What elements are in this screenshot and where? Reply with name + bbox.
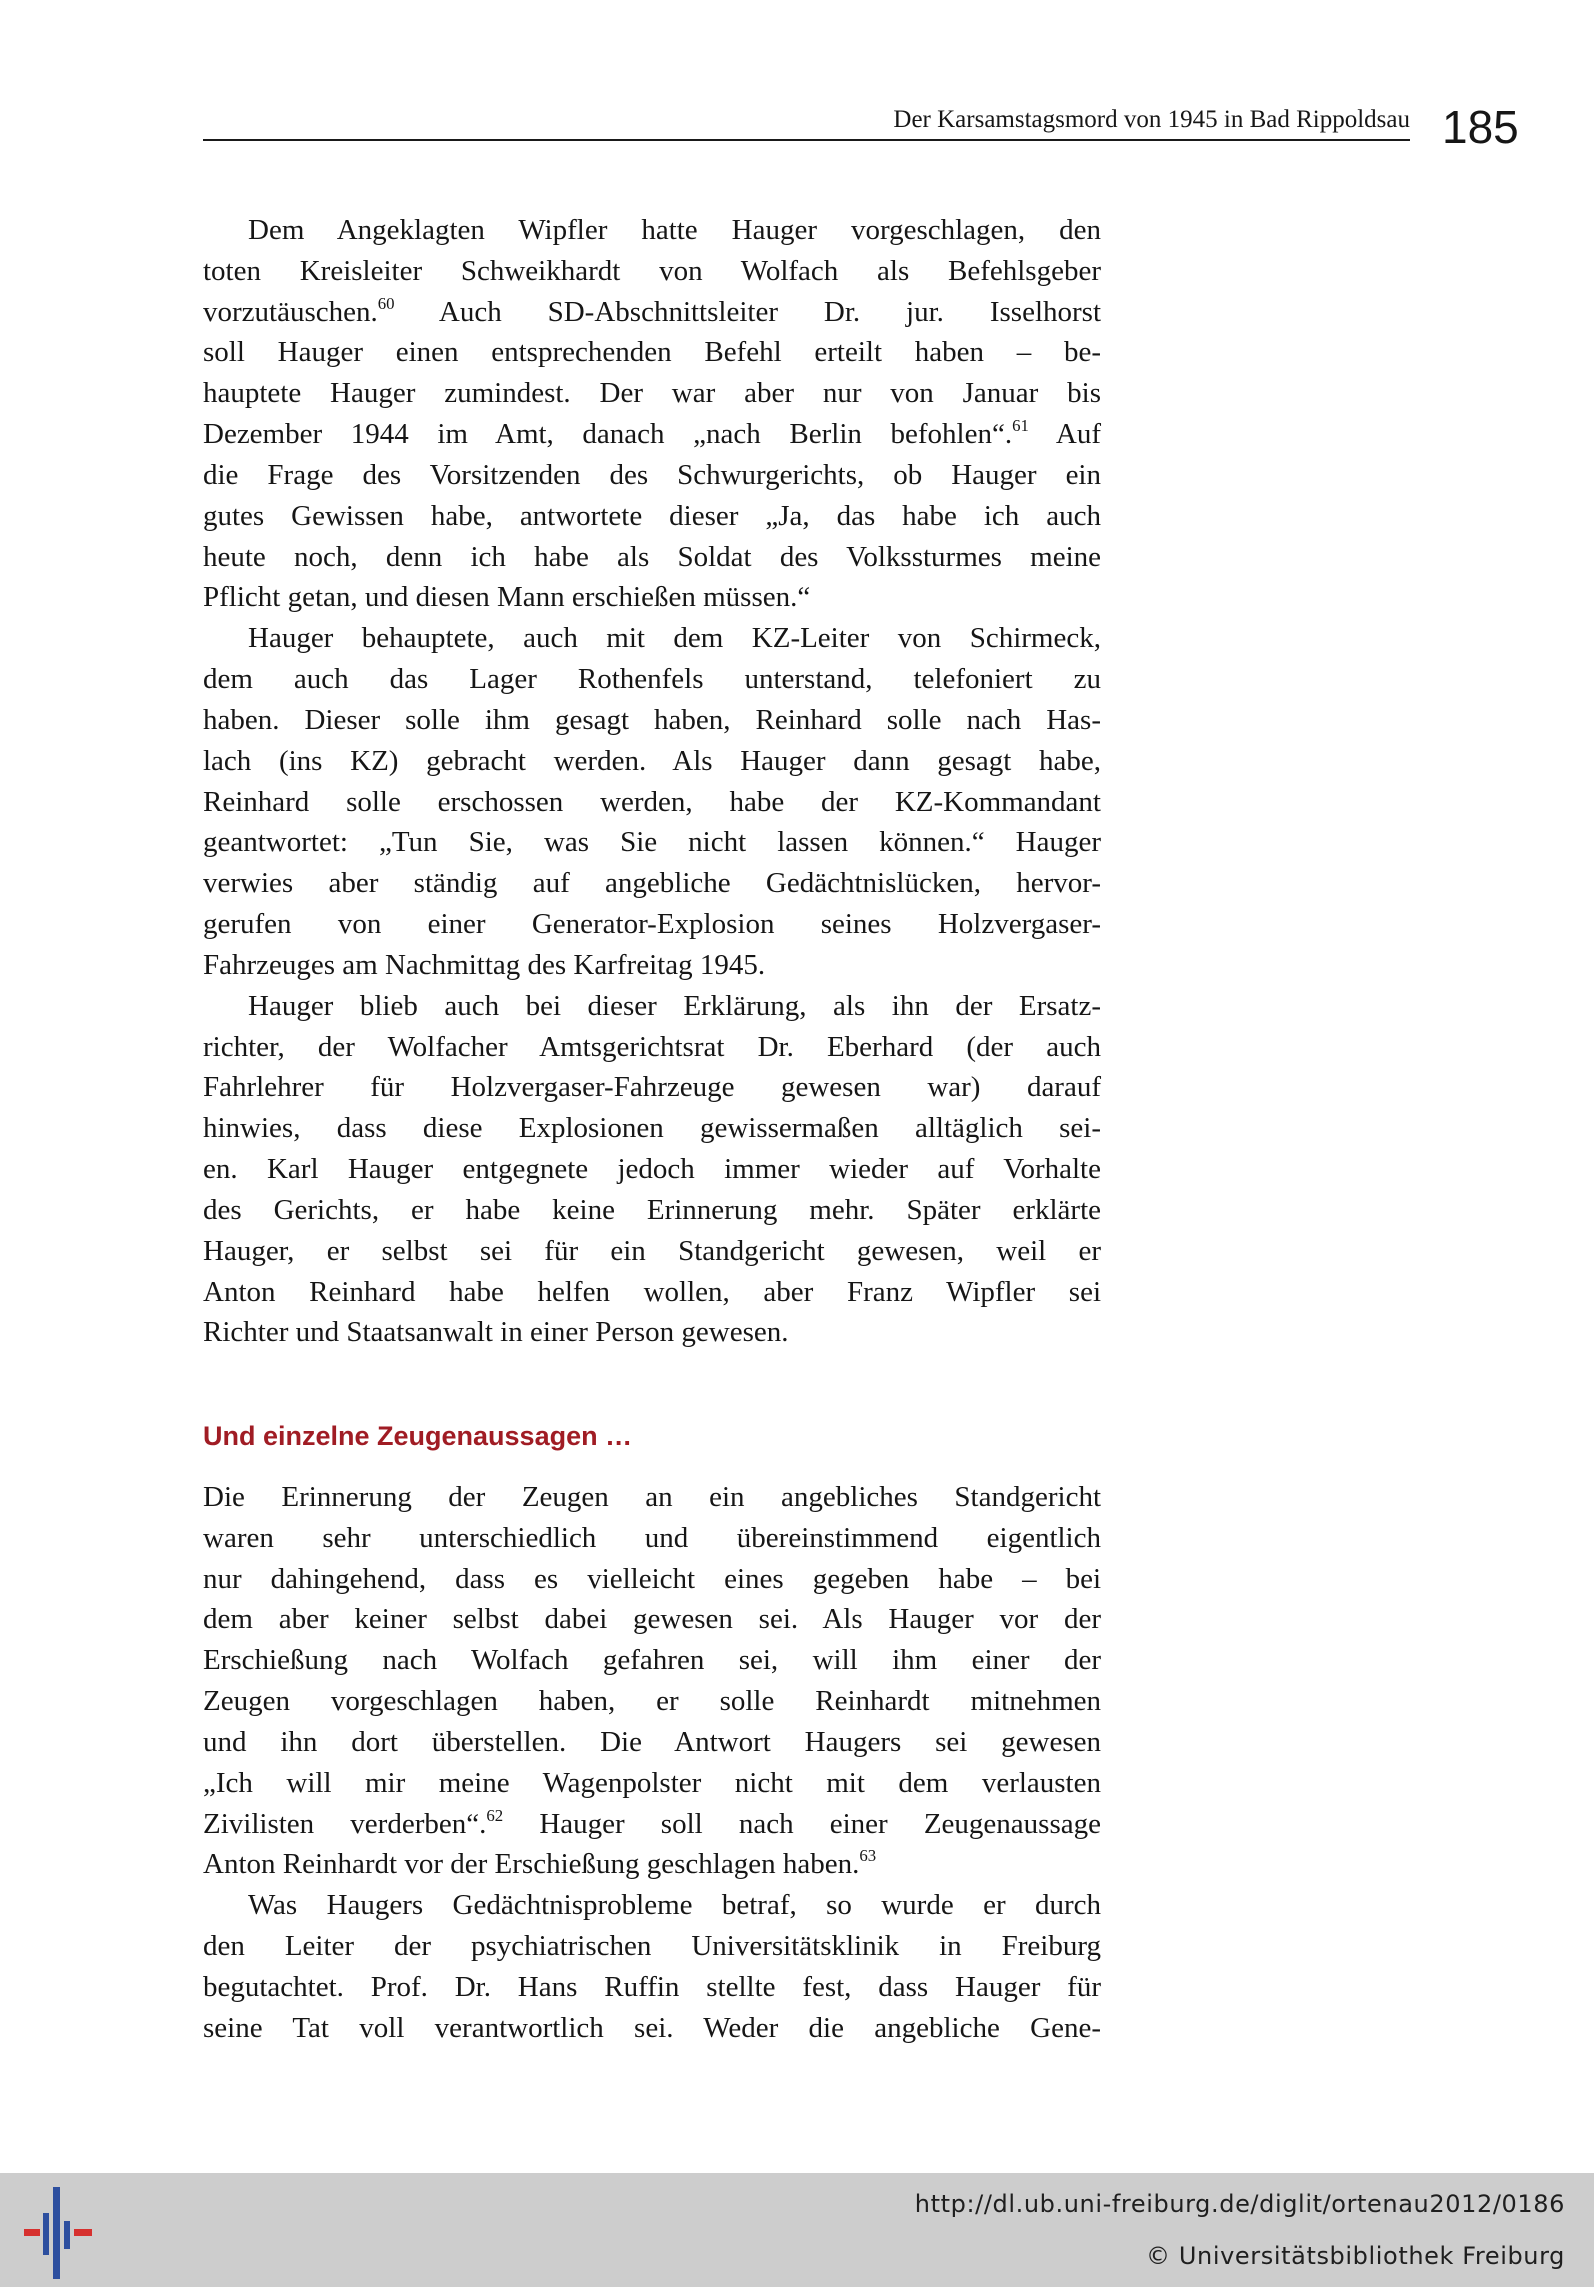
text-line [203,414,1101,455]
footer-bar [0,2173,1594,2287]
text-line: haben. Dieser solle ihm gesagt haben, Reinhard solle nach Has- [203,703,1101,736]
text-line: hinwies, dass diese Explosionen gewissermaßen alltäglich sei- [203,1112,1101,1145]
text-line: und ihn dort überstellen. Die Antwort Haugers sei gewesen [203,1725,1101,1758]
text-line: Dem Angeklagten Wipfler hatte Hauger vorgeschlagen, den [248,214,1101,246]
text-line [203,1844,1101,1885]
text-segment: Zivilisten verderben“. [203,1807,487,1840]
text-segment: Hauger soll nach einer Zeugenaussage [503,1807,1101,1840]
text-line [203,292,1101,333]
text-line: gutes Gewissen habe, antwortete dieser „Ja, das habe ich auch [203,499,1101,532]
running-title: Der Karsamstagsmord von 1945 in Bad Rippoldsau [893,106,1410,133]
text-line: begutachtet. Prof. Dr. Hans Ruffin stellte fest, dass Hauger für [203,1970,1101,2003]
text-line: des Gerichts, er habe keine Erinnerung mehr. Später erklärte [203,1193,1101,1226]
text-line: „Ich will mir meine Wagenpolster nicht mit dem verlausten [203,1766,1101,1799]
page-number: 185 [1442,101,1519,153]
text-line: Pflicht getan, und diesen Mann erschießen müssen.“ [203,581,811,614]
paragraph [203,618,1101,985]
text-segment: Dezember 1944 im Amt, danach „nach Berlin befohlen“. [203,418,1013,451]
text-line: en. Karl Hauger entgegnete jedoch immer wieder auf Vorhalte [203,1153,1101,1186]
text-line: seine Tat voll verantwortlich sei. Weder die angebliche Gene- [203,2011,1101,2044]
text-segment: Auf [1028,418,1102,451]
text-line: verwies aber ständig auf angebliche Gedächtnislücken, hervor- [203,867,1101,900]
text-line: nur dahingehend, dass es vielleicht eines gegeben habe – bei [203,1562,1101,1595]
text-line: hauptete Hauger zumindest. Der war aber nur von Januar bis [203,377,1101,410]
source-url: http://dl.ub.uni-freiburg.de/diglit/ortenau2012/0186 [914,2190,1565,2218]
text-line: Reinhard solle erschossen werden, habe der KZ-Kommandant [203,785,1101,818]
text-segment: vorzutäuschen. [203,295,378,328]
text-line: geantwortet: „Tun Sie, was Sie nicht lassen können.“ Hauger [203,826,1101,859]
paragraph [203,210,1101,618]
text-line: Die Erinnerung der Zeugen an ein angebliches Standgericht [203,1481,1101,1513]
header-rule [203,139,1410,141]
text-line: Anton Reinhard habe helfen wollen, aber Franz Wipfler sei [203,1275,1101,1308]
footnote-marker: 62 [486,1805,504,1825]
body-text-section [203,210,1101,1353]
text-segment: Auch SD-Abschnittsleiter Dr. jur. Isselhorst [394,295,1101,328]
text-line: die Frage des Vorsitzenden des Schwurgerichts, ob Hauger ein [203,458,1101,491]
text-line: Fahrzeuges am Nachmittag des Karfreitag 1945. [203,948,766,981]
text-line: Was Haugers Gedächtnisprobleme betraf, so wurde er durch [248,1889,1101,1922]
text-line: Hauger blieb auch bei dieser Erklärung, als ihn der Ersatz- [248,989,1101,1022]
paragraph [203,986,1101,1353]
body-text-section [203,1477,1101,2049]
paragraph [203,1885,1101,2048]
text-line: Richter und Staatsanwalt in einer Person gewesen. [203,1316,789,1349]
text-line: Erschießung nach Wolfach gefahren sei, will ihm einer der [203,1644,1101,1677]
text-line: dem auch das Lager Rothenfels unterstand, telefoniert zu [203,663,1101,696]
text-line: waren sehr unterschiedlich und übereinstimmend eigentlich [203,1521,1101,1554]
text-line: dem aber keiner selbst dabei gewesen sei. Als Hauger vor der [203,1603,1101,1636]
text-line: Hauger, er selbst sei für ein Standgericht gewesen, weil er [203,1234,1101,1267]
text-line: soll Hauger einen entsprechenden Befehl erteilt haben – be- [203,336,1101,369]
text-line [203,1804,1101,1845]
text-line: Zeugen vorgeschlagen haben, er solle Reinhardt mitnehmen [203,1685,1101,1718]
text-line: toten Kreisleiter Schweikhardt von Wolfach als Befehlsgeber [203,254,1101,287]
footnote-marker: 61 [1012,416,1029,436]
footnote-marker: 63 [859,1846,877,1866]
ub-freiburg-logo-icon [24,2183,94,2283]
text-segment: Anton Reinhardt vor der Erschießung geschlagen haben. [203,1848,860,1881]
section-heading: Und einzelne Zeugenaussagen … [203,1421,633,1451]
text-line: heute noch, denn ich habe als Soldat des Volkssturmes meine [203,540,1101,573]
text-line: richter, der Wolfacher Amtsgerichtsrat Dr. Eberhard (der auch [203,1030,1101,1063]
text-line: lach (ins KZ) gebracht werden. Als Hauger dann gesagt habe, [203,744,1101,777]
paragraph [203,1477,1101,1885]
copyright-notice: © Universitätsbibliothek Freiburg [1146,2242,1565,2270]
text-line: Fahrlehrer für Holzvergaser-Fahrzeuge gewesen war) darauf [203,1071,1101,1104]
text-line: den Leiter der psychiatrischen Universitätsklinik in Freiburg [203,1930,1101,1963]
footnote-marker: 60 [377,293,395,313]
text-line: Hauger behauptete, auch mit dem KZ-Leiter von Schirmeck, [248,622,1101,655]
text-line: gerufen von einer Generator-Explosion seines Holzvergaser- [203,908,1101,941]
